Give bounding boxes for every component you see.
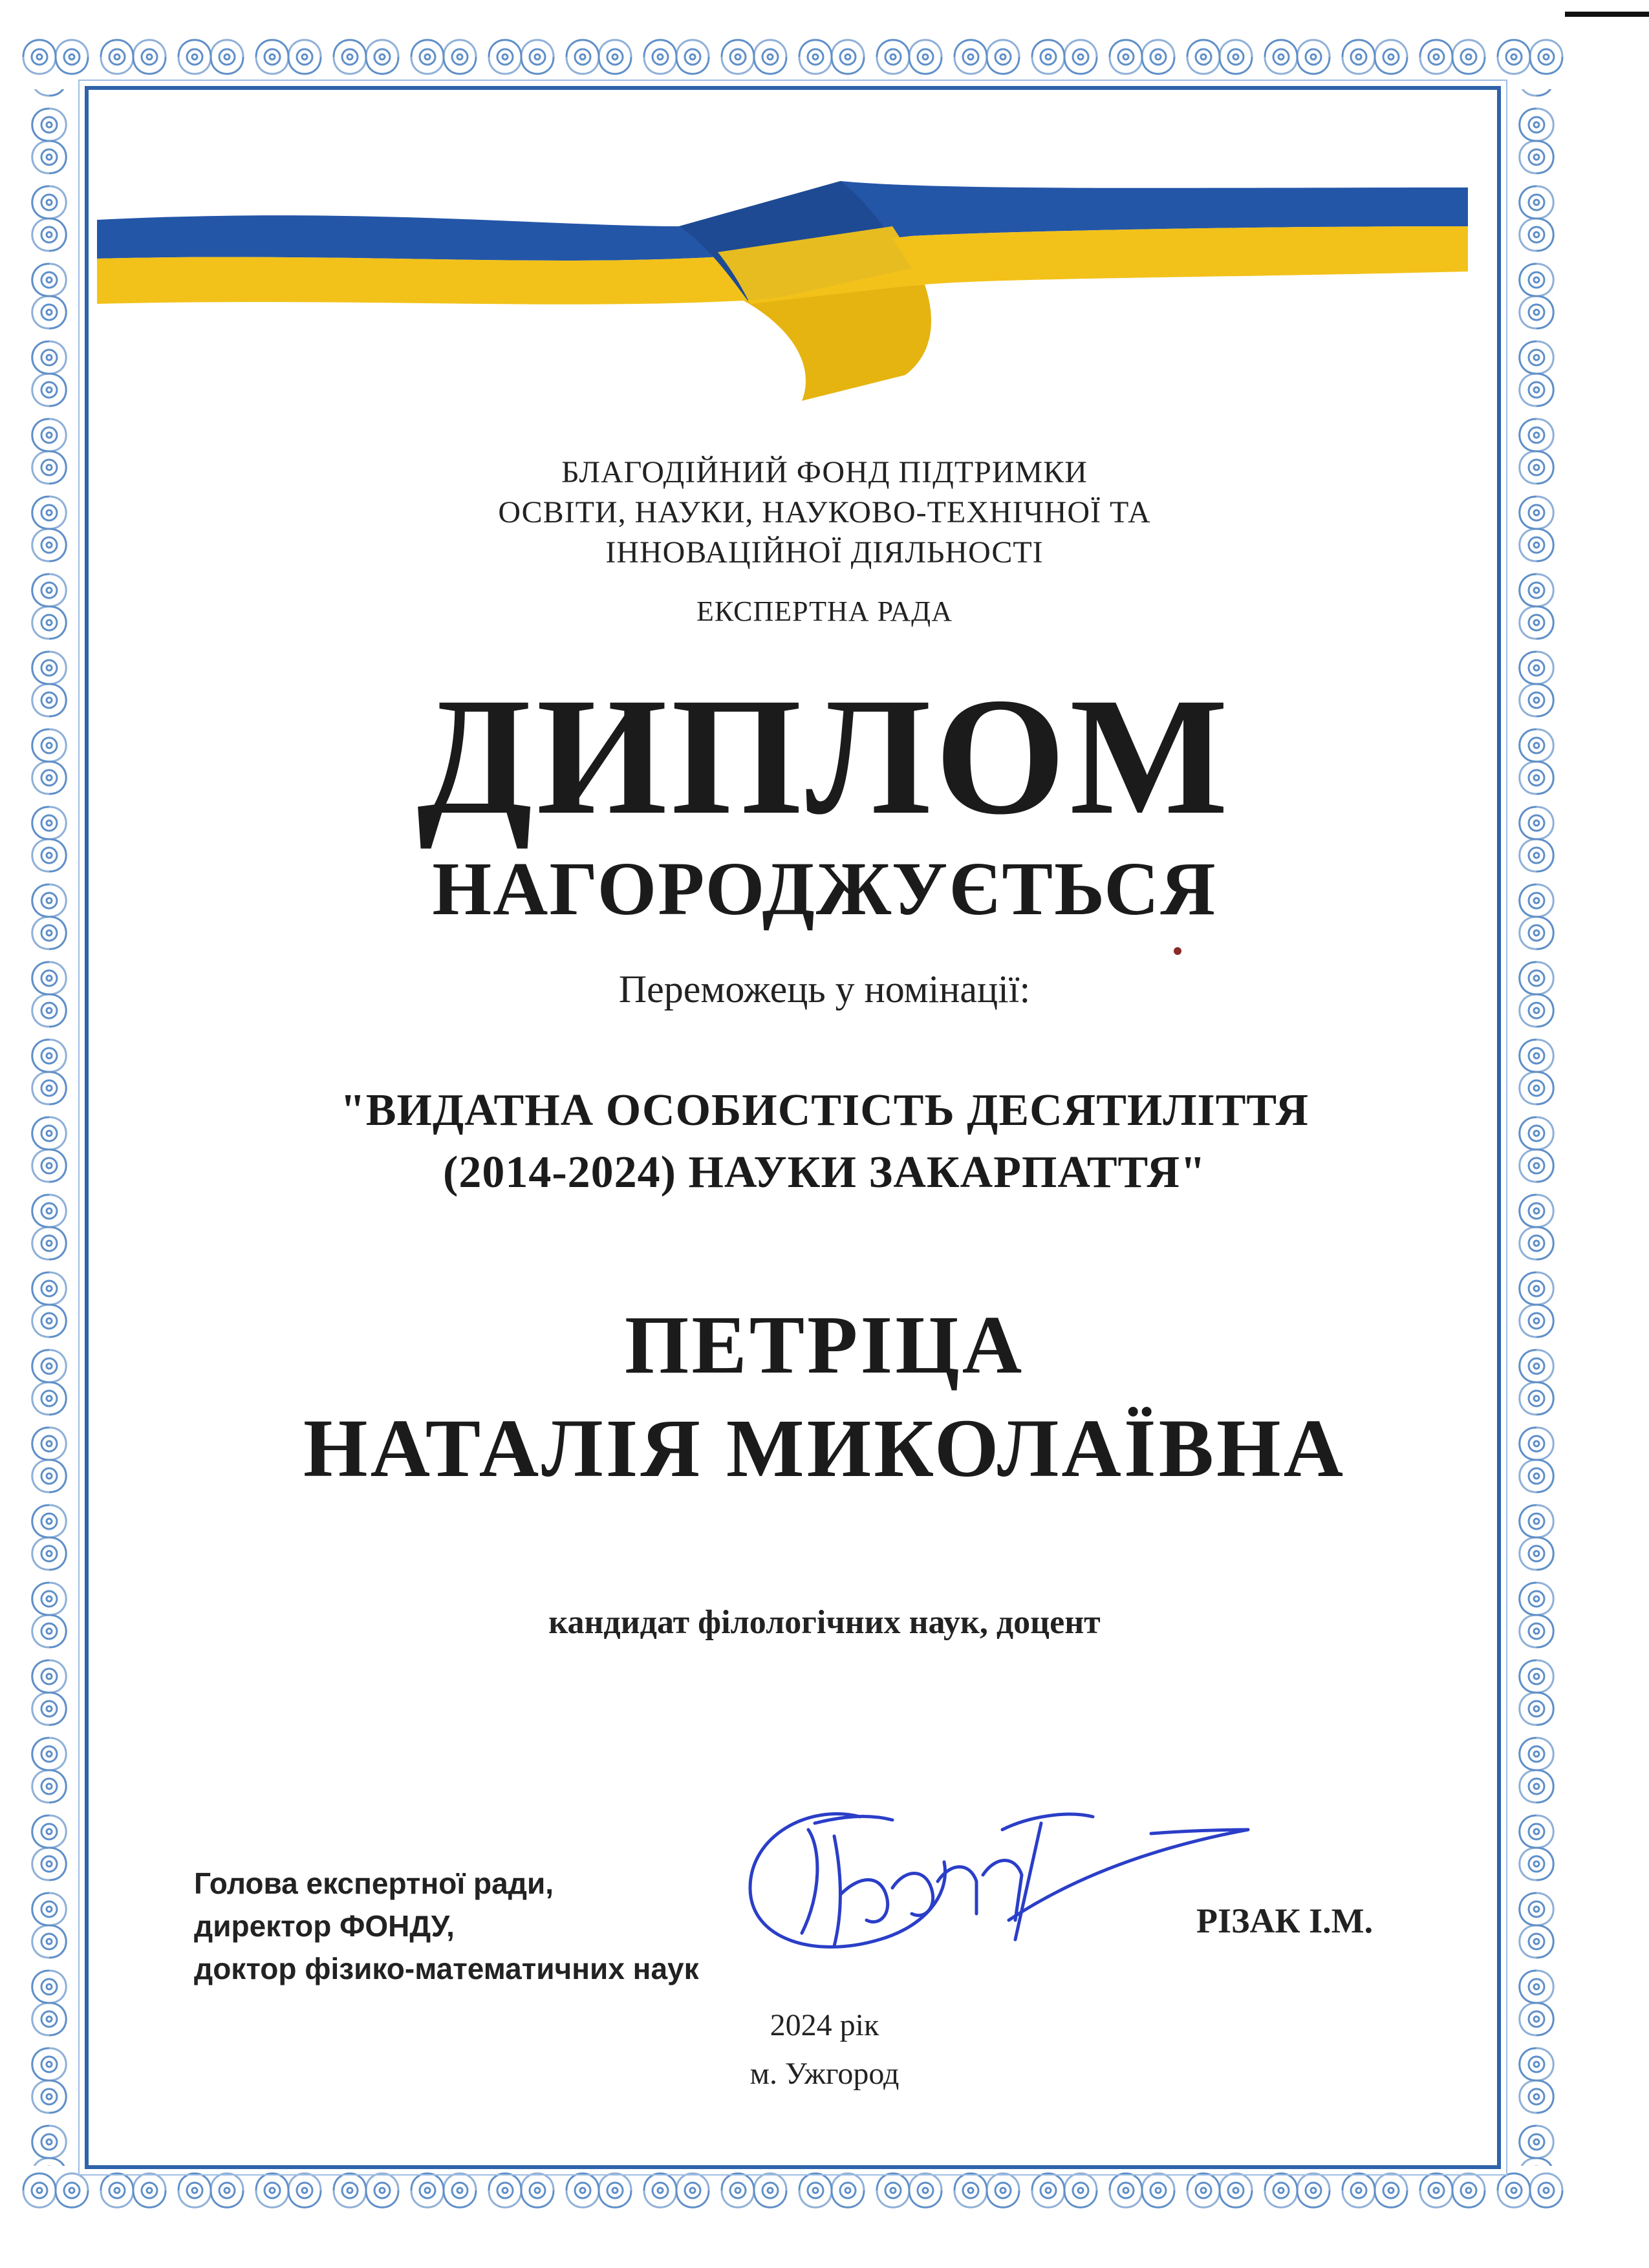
foundation-line: ОСВІТИ, НАУКИ, НАУКОВО-ТЕХНІЧНОЇ ТА bbox=[498, 495, 1151, 530]
ink-speck bbox=[1174, 947, 1181, 955]
recipient-degree: кандидат філологічних наук, доцент bbox=[548, 1604, 1101, 1641]
foundation-name bbox=[0, 453, 1649, 573]
signatory-title bbox=[194, 1862, 699, 1990]
recipient-given-names: НАТАЛІЯ МИКОЛАЇВНА bbox=[303, 1402, 1346, 1494]
signatory-title-line: директор ФОНДУ, bbox=[194, 1909, 455, 1943]
issue-city: м. Ужгород bbox=[749, 2057, 900, 2091]
signatory-title-line: доктор фізико-математичних наук bbox=[194, 1952, 699, 1985]
flag-ribbon bbox=[97, 129, 1468, 401]
scan-corner-mark bbox=[1565, 12, 1649, 17]
foundation-line: ІННОВАЦІЙНОЇ ДІЯЛЬНОСТІ bbox=[605, 535, 1044, 570]
ukrainian-flag-ribbon-icon bbox=[97, 129, 1468, 401]
signatory-title-line: Голова експертної ради, bbox=[194, 1867, 554, 1900]
awarded-heading: НАГОРОДЖУЄТЬСЯ bbox=[432, 846, 1217, 931]
handwritten-signature-icon bbox=[731, 1791, 1261, 1978]
signatory-name: РІЗАК І.М. bbox=[1196, 1901, 1374, 1940]
nomination-line: (2014-2024) НАУКИ ЗАКАРПАТТЯ" bbox=[443, 1148, 1206, 1197]
expert-council: ЕКСПЕРТНА РАДА bbox=[696, 595, 953, 627]
issue-year: 2024 рік bbox=[770, 2008, 879, 2042]
nomination-title bbox=[0, 1080, 1649, 1204]
winner-label: Переможець у номінації: bbox=[618, 968, 1031, 1011]
recipient-name bbox=[0, 1293, 1649, 1500]
nomination-line: "ВИДАТНА ОСОБИСТІСТЬ ДЕСЯТИЛІТТЯ bbox=[339, 1086, 1310, 1135]
recipient-surname: ПЕТРІЦА bbox=[624, 1299, 1025, 1391]
foundation-line: БЛАГОДІЙНИЙ ФОНД ПІДТРИМКИ bbox=[561, 455, 1088, 489]
signature bbox=[731, 1791, 1261, 1978]
diploma-title: ДИПЛОМ bbox=[416, 663, 1233, 850]
